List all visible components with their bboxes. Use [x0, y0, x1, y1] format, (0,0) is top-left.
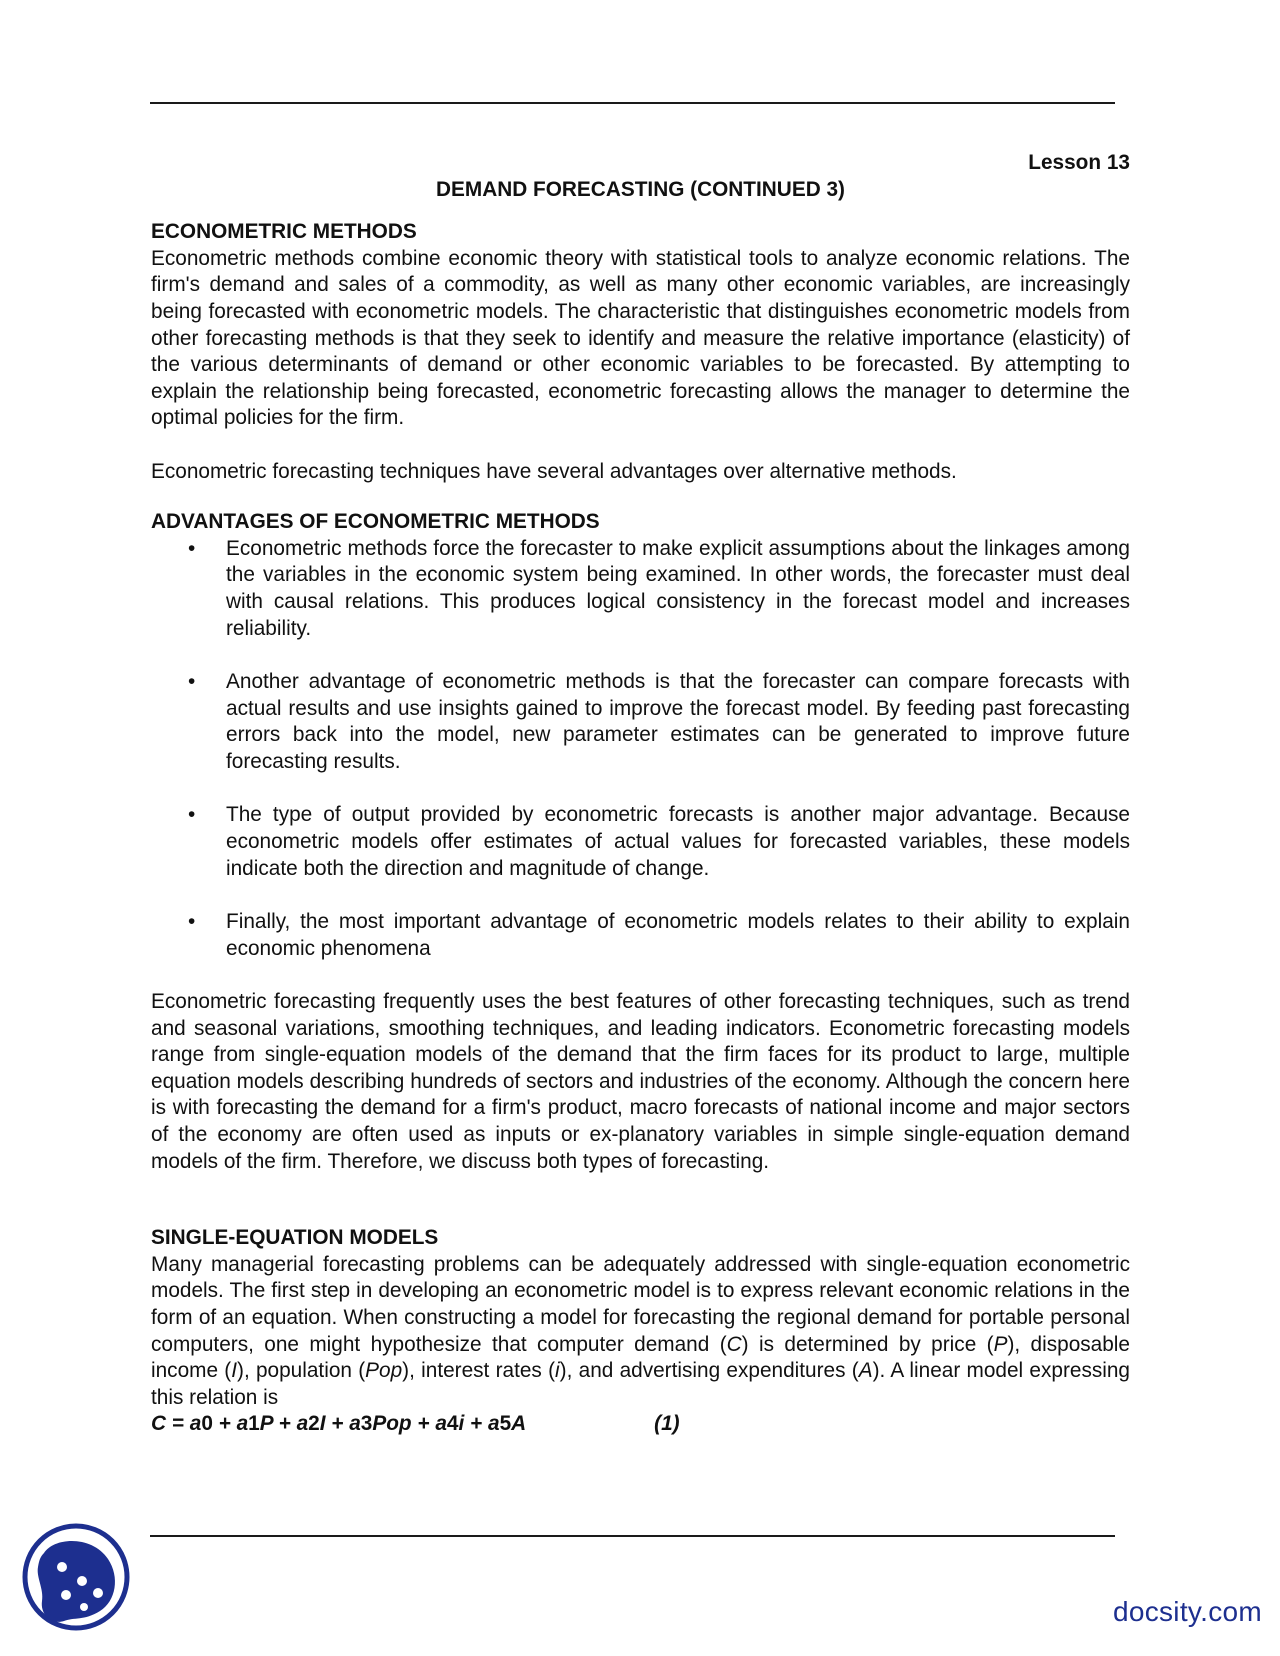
section-heading-advantages: ADVANTAGES OF ECONOMETRIC METHODS [151, 510, 600, 534]
list-item-text: Econometric methods force the forecaster to make explicit assumptions about the linkages among the variables in the economic system being examined. In other words, the forecaster must deal with causal relations. This produces logical consistency in the forecast model and increases reliability. [226, 536, 1130, 640]
bullet-icon: • [188, 910, 196, 934]
page-title: DEMAND FORECASTING (CONTINUED 3) [435, 177, 845, 201]
bullet-icon: • [188, 670, 196, 694]
list-item [151, 669, 1130, 775]
page-content [151, 150, 1130, 1438]
bullet-icon: • [188, 536, 196, 560]
docsity-logo-icon[interactable] [22, 1523, 130, 1631]
docsity-brand-link[interactable]: docsity.com [1112, 1596, 1262, 1627]
advantages-list [151, 536, 1130, 963]
section-heading-single-equation: SINGLE-EQUATION MODELS [151, 1226, 439, 1250]
equation-1: C = a0 + a1P + a2I + a3Pop + a4i + a5A (1) [151, 1411, 1130, 1438]
list-item-text: Another advantage of econometric methods is that the forecaster can compare forecasts with actual results and use insights gained to improve the forecast model. By feeding past forecasting errors back into the model, new parameter estimates can be generated to improve future forecasting results. [226, 670, 1130, 773]
list-item-text: The type of output provided by econometric forecasts is another major advantage. Because econometric models offer estimates of actual values for forecasted variables, these models indicate both the direction and magnitude of change. [226, 803, 1130, 880]
equation-number: (1) [654, 1412, 680, 1436]
top-rule [150, 102, 1115, 104]
list-item [151, 536, 1130, 642]
bullet-icon: • [188, 803, 196, 827]
econometric-paragraph-1: Econometric methods combine economic theory with statistical tools to analyze economic relations. The firm's demand and sales of a commodity, as well as many other economic variables, are increasingly being forecasted with econometric models. The characteristic that distinguishes econometric models from other forecasting methods is that they seek to identify and measure the relative importance (elasticity) of the various determinants of demand or other economic variables to be forecasted. By attempting to explain the relationship being forecasted, econometric forecasting allows the manager to determine the optimal policies for the firm. [151, 246, 1130, 430]
econometric-paragraph-2: Econometric forecasting techniques have several advantages over alternative methods. [151, 459, 957, 483]
advantages-closing-paragraph: Econometric forecasting frequently uses the best features of other forecasting techniques, such as trend and seasonal variations, smoothing techniques, and leading indicators. Econometric forecasting models range from single-equation models of the demand that the firm faces for its product to large, multiple equation models describing hundreds of sectors and industries of the economy. Although the concern here is with forecasting the demand for a firm's product, macro forecasts of national income and major sectors of the economy are often used as inputs or ex-planatory variables in simple single-equation demand models of the firm. Therefore, we discuss both types of forecasting. [151, 990, 1130, 1173]
list-item [151, 909, 1130, 962]
list-item [151, 802, 1130, 882]
bottom-rule [150, 1535, 1115, 1537]
list-item-text: Finally, the most important advantage of econometric models relates to their ability to explain economic phenomena [226, 910, 1130, 960]
single-equation-paragraph: Many managerial forecasting problems can be adequately addressed with single-equation econometric models. The first step in developing an econometric model is to express relevant economic relations in the form of an equation. When constructing a model for forecasting the regional demand for portable personal computers, one might hypothesize that computer demand (C) is determined by price (P), disposable income (I), population (Pop), interest rates (i), and advertising expenditures (A). A linear model expressing this relation is [151, 1252, 1130, 1409]
section-heading-econometric: ECONOMETRIC METHODS [151, 220, 417, 244]
lesson-number: Lesson 13 [1028, 151, 1130, 174]
